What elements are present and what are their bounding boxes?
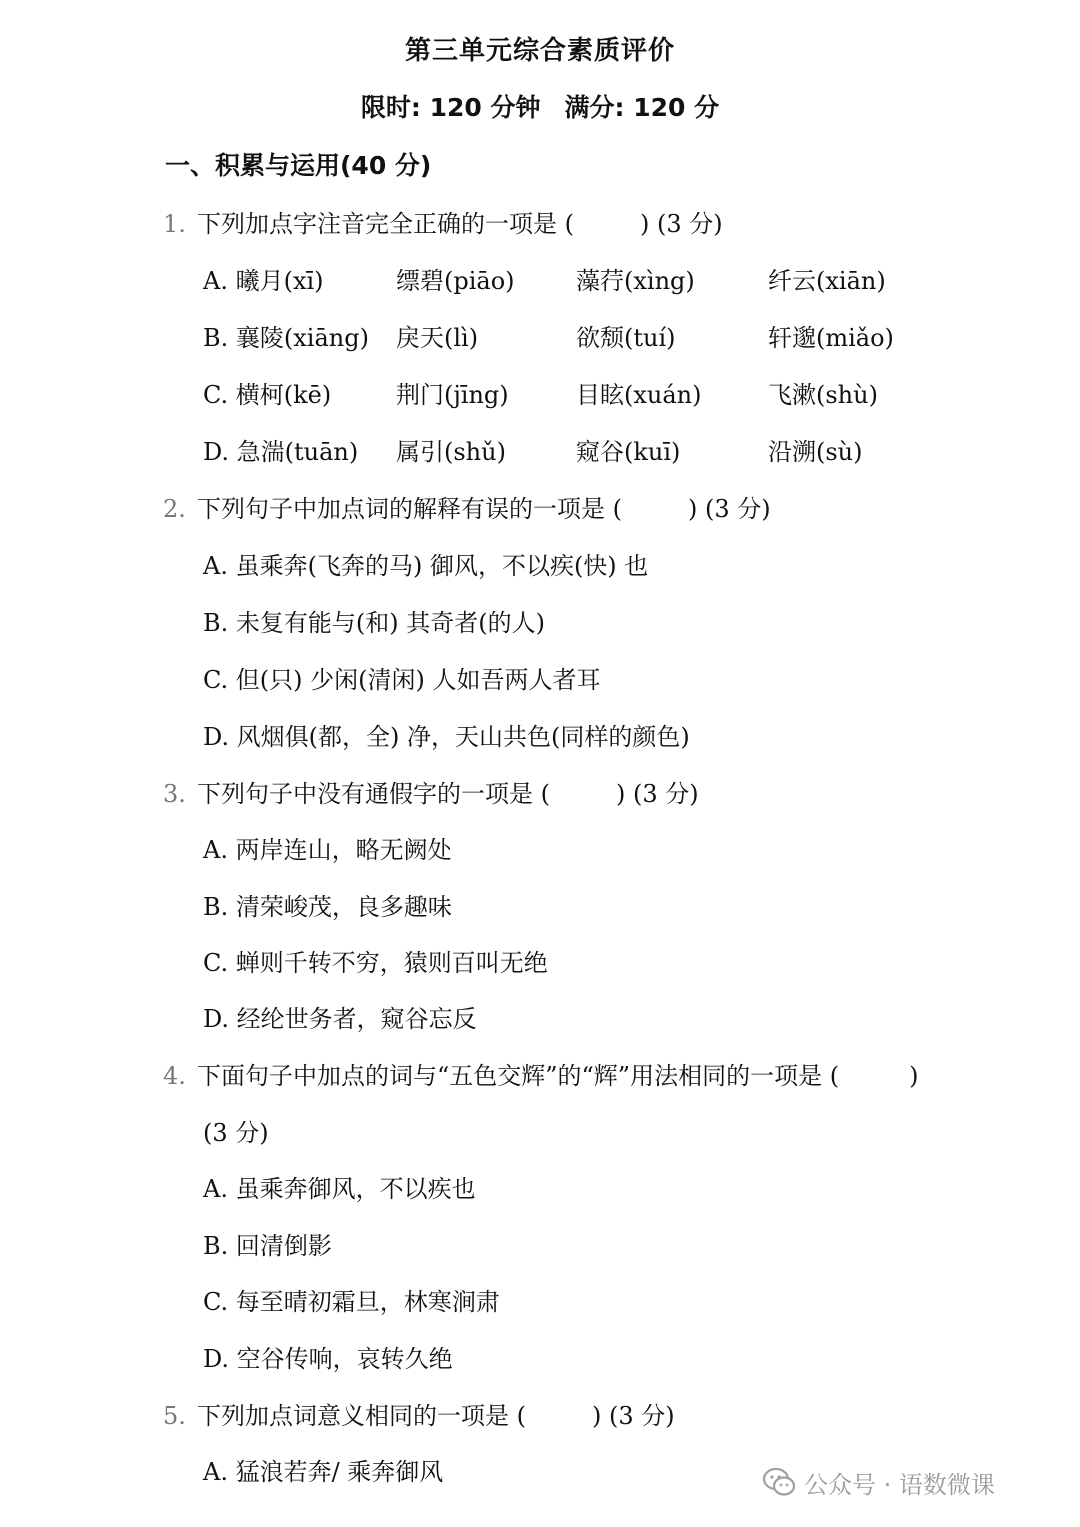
question-4: 4. 下面句子中加点的词与“五色交辉”的“辉”用法相同的一项是 ( ) xyxy=(163,1062,919,1090)
wechat-icon xyxy=(762,1465,796,1499)
question-score: (3 分) xyxy=(633,780,699,808)
question-2: 2. 下列句子中加点词的解释有误的一项是 ( ) (3 分) xyxy=(163,495,771,523)
question-stem: 下列加点字注音完全正确的一项是 xyxy=(197,210,557,238)
question-stem: 下列加点词意义相同的一项是 xyxy=(197,1402,509,1430)
option-c: C. 蝉则千转不穷，猿则百叫无绝 xyxy=(203,949,548,977)
question-1: 1. 下列加点字注音完全正确的一项是 ( ) (3 分) xyxy=(163,210,723,238)
option-a: A. 虽乘奔御风，不以疾也 xyxy=(203,1175,476,1203)
section-heading: 一、积累与运用(40 分) xyxy=(165,151,432,180)
option-d: D. 风烟俱(都，全) 净，天山共色(同样的颜色) xyxy=(203,723,690,751)
question-stem: 下列句子中没有通假字的一项是 xyxy=(197,780,533,808)
question-3: 3. 下列句子中没有通假字的一项是 ( ) (3 分) xyxy=(163,780,699,808)
question-stem: 下面句子中加点的词与“五色交辉”的“辉”用法相同的一项是 xyxy=(197,1062,823,1090)
question-number: 4. xyxy=(163,1062,186,1090)
page-title: 第三单元综合素质评价 xyxy=(404,36,675,66)
time-limit: 限时: 120 分钟 xyxy=(360,93,541,122)
option-a: A. 猛浪若奔/ 乘奔御风 xyxy=(203,1458,444,1486)
option-d: D. 空谷传响，哀转久绝 xyxy=(203,1345,453,1373)
question-score: (3 分) xyxy=(705,495,771,523)
watermark-text: 公众号 · 语数微课 xyxy=(804,1470,995,1499)
option-d: D. 经纶世务者，窥谷忘反 xyxy=(203,1005,477,1033)
question-number: 3. xyxy=(163,780,186,808)
option-b: B. 回清倒影 xyxy=(203,1232,332,1260)
question-score: (3 分) xyxy=(609,1402,675,1430)
option-a: A. 两岸连山，略无阙处 xyxy=(203,836,452,864)
full-marks: 满分: 120 分 xyxy=(564,93,720,122)
option-b: B. 清荣峻茂，良多趣味 xyxy=(203,893,452,921)
question-stem: 下列句子中加点词的解释有误的一项是 xyxy=(197,495,605,523)
question-score: (3 分) xyxy=(657,210,723,238)
option-c: C. 但(只) 少闲(清闲) 人如吾两人者耳 xyxy=(203,666,601,694)
option-b: B. 未复有能与(和) 其奇者(的人) xyxy=(203,609,545,637)
question-score: (3 分) xyxy=(203,1119,269,1147)
question-5: 5. 下列加点词意义相同的一项是 ( ) (3 分) xyxy=(163,1402,675,1430)
watermark xyxy=(762,1458,1062,1506)
question-number: 2. xyxy=(163,495,186,523)
exam-info xyxy=(0,88,1080,124)
question-number: 1. xyxy=(163,210,186,238)
option-a: A. 虽乘奔(飞奔的马) 御风，不以疾(快) 也 xyxy=(203,552,649,580)
exam-page: 第三单元综合素质评价 限时: 120 分钟 满分: 120 分 一、积累与运用(40 分) 1. 下列加点字注音完全正确的一项是 ( ) (3 分) A. 曦月(xī) 缥碧(piāo) 藻荇(xìng) 纤云(xiān) B. 襄陵(xiāng) 戾天(lì) 欲颓(tuí) 轩邈(miǎo) C. 横柯(kē) 荆门(jīng) 目眩(xuán) 飞漱(shù) D. 急湍(tuān) 属引(shǔ) 窥谷(kuī) 沿溯(sù) 2. 下列句子中加点词的解释有误的一项是 ( ) (3 分) A. 虽乘奔(飞奔的马) 御风，不以疾(快) 也 B. 未复有能与(和) 其奇者(的人) C. 但(只) 少闲(清闲) 人如吾两人者耳 D. 风烟俱(都，全) 净，天山共色(同样的颜色) 3. 下列句子中没有通假字的一项是 ( ) (3 分) A. 两岸连山，略无阙处 B. 清荣峻茂，良多趣味 C. 蝉则千转不穷，猿则百叫无绝 D. 经纶世务者，窥谷忘反 4. 下面句子中加点的词与“五色交辉”的“辉”用法相同的一项是 ( ) (3 分) A. 虽乘奔御风，不以疾也 B. 回清倒影 C. 每至晴初霜旦，林寒涧肃 D. 空谷传响，哀转久绝 5. 下列加点词意义相同的一项是 ( ) (3 分) A. 猛浪若奔/ 乘奔御风 公众号 · 语数微课 xyxy=(0,0,1080,1527)
option-c: C. 每至晴初霜旦，林寒涧肃 xyxy=(203,1288,500,1316)
question-number: 5. xyxy=(163,1402,186,1430)
